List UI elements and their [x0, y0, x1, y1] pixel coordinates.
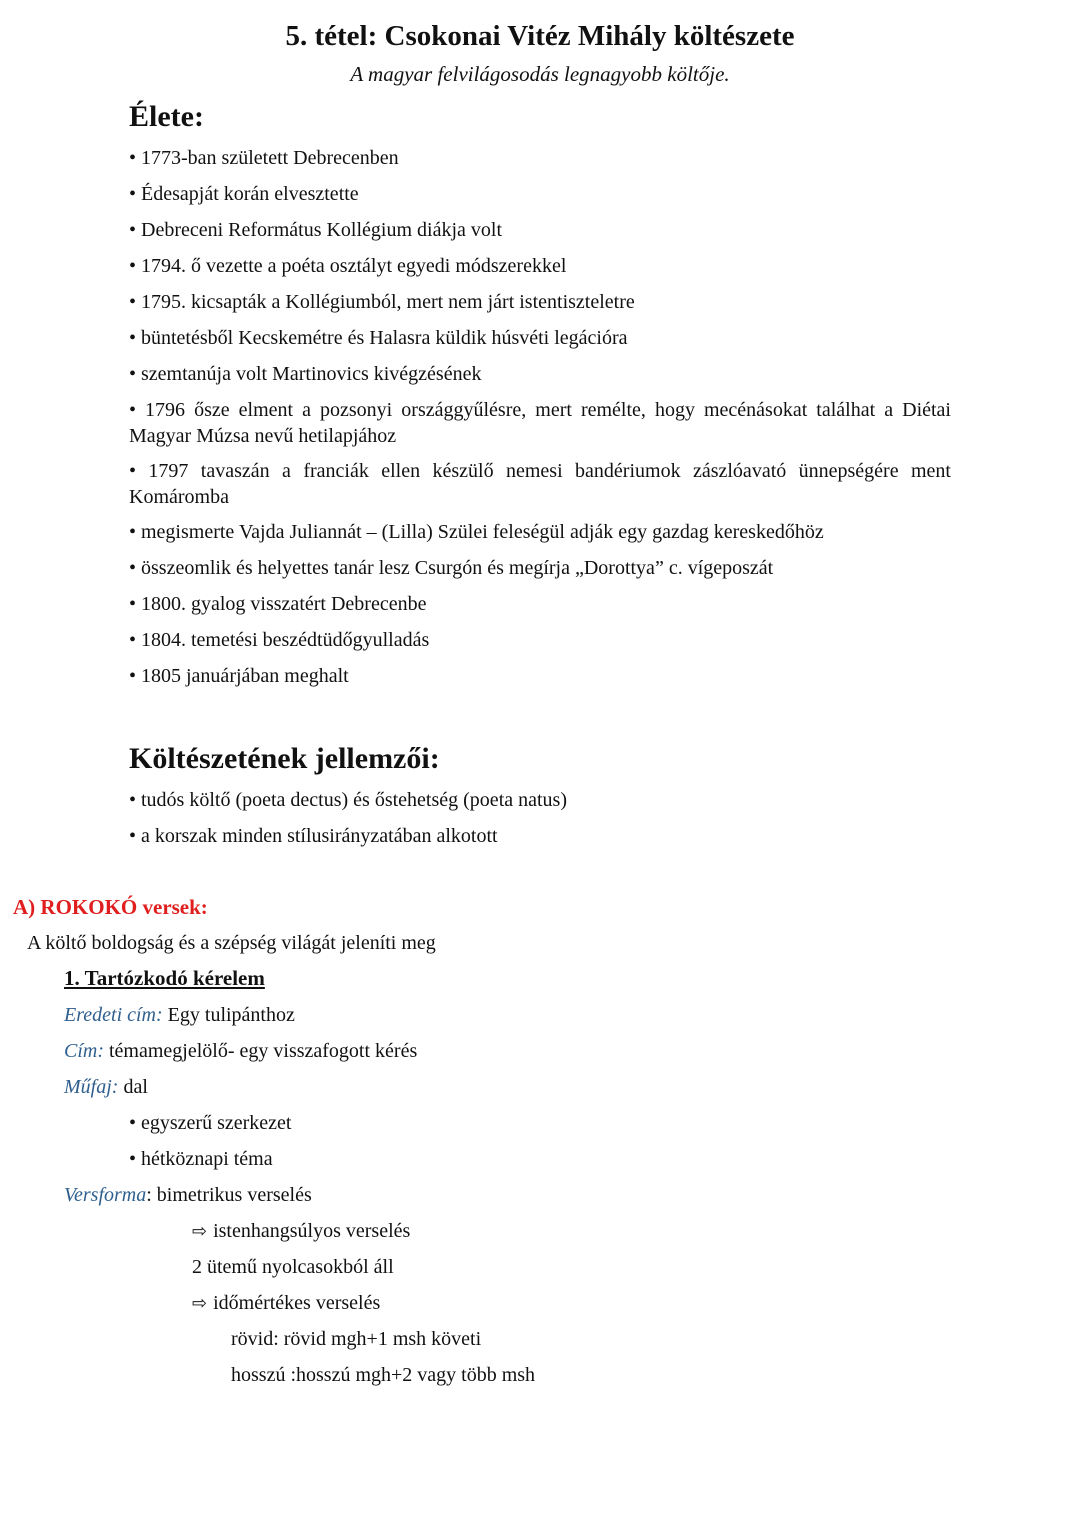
verse-item-text: 2 ütemű nyolcasokból áll [192, 1256, 394, 1278]
verse-item-text: időmértékes verselés [213, 1292, 381, 1314]
arrow-right-icon: ⇨ [192, 1293, 208, 1314]
poem-title: 1. Tartózkodó kérelem [64, 966, 265, 990]
meter-item: hosszú :hosszú mgh+2 vagy több msh [231, 1364, 536, 1386]
genre-label: Műfaj: [64, 1076, 119, 1098]
verse-item-text: istenhangsúlyos verselés [213, 1220, 411, 1242]
list-item: • egyszerű szerkezet [129, 1112, 292, 1134]
list-item: • összeomlik és helyettes tanár lesz Csurgón és megírja „Dorottya” c. vígeposzát [129, 557, 774, 579]
rococo-intro: A költő boldogság és a szépség világát jeleníti meg [27, 932, 436, 954]
genre-value: dal [118, 1076, 148, 1098]
title-value: témamegjelölő- egy visszafogott kérés [104, 1040, 418, 1062]
list-item: • 1805 januárjában meghalt [129, 665, 349, 687]
list-item: • büntetésből Kecskemétre és Halasra küldik húsvéti legációra [129, 327, 628, 349]
original-title-label: Eredeti cím: [64, 1004, 163, 1026]
verse-item [192, 1254, 394, 1280]
meter-item: rövid: rövid mgh+1 msh követi [231, 1328, 482, 1350]
list-item: • 1794. ő vezette a poéta osztályt egyedi módszerekkel [129, 255, 567, 277]
list-item: • 1797 tavaszán a franciák ellen készülő nemesi bandériumok zászlóavató ünnepségére ment Komáromba [129, 460, 951, 508]
list-item: • szemtanúja volt Martinovics kivégzésének [129, 363, 482, 385]
original-title-line [64, 1002, 295, 1028]
list-item: • hétköznapi téma [129, 1148, 273, 1170]
verse-item [192, 1218, 410, 1245]
list-item: • 1796 ősze elment a pozsonyi országgyűlésre, mert remélte, hogy mecénásokat találhat a Diétai Magyar Múzsa nevű hetilapjához [129, 399, 951, 447]
verse-line [64, 1182, 312, 1208]
original-title-value: Egy tulipánthoz [162, 1004, 295, 1026]
arrow-right-icon: ⇨ [192, 1221, 208, 1242]
list-item: • tudós költő (poeta dectus) és őstehetség (poeta natus) [129, 789, 567, 811]
page-subtitle: A magyar felvilágosodás legnagyobb költője. [350, 62, 730, 86]
list-item: • a korszak minden stílusirányzatában alkotott [129, 825, 498, 847]
list-item: • 1795. kicsapták a Kollégiumból, mert nem járt istentiszteletre [129, 291, 635, 313]
list-item: • Édesapját korán elvesztette [129, 183, 359, 205]
list-item: • 1800. gyalog visszatért Debrecenbe [129, 593, 427, 615]
page-title: 5. tétel: Csokonai Vitéz Mihály költészete [285, 20, 795, 52]
title-label: Cím: [64, 1040, 104, 1062]
poetry-heading: Költészetének jellemzői: [129, 742, 440, 775]
verse-item [192, 1290, 380, 1317]
title-line [64, 1038, 417, 1064]
life-heading: Élete: [129, 100, 204, 133]
list-item: • 1804. temetési beszédtüdőgyulladás [129, 629, 430, 651]
list-item: • Debreceni Református Kollégium diákja volt [129, 219, 503, 241]
genre-line [64, 1074, 148, 1100]
list-item: • megismerte Vajda Juliannát – (Lilla) Szülei feleségül adják egy gazdag kereskedőhöz [129, 521, 824, 543]
verse-label: Versforma [64, 1184, 147, 1206]
rococo-heading: A) ROKOKÓ versek: [13, 895, 208, 919]
list-item: • 1773-ban született Debrecenben [129, 147, 399, 169]
verse-value: : bimetrikus verselés [146, 1184, 312, 1206]
